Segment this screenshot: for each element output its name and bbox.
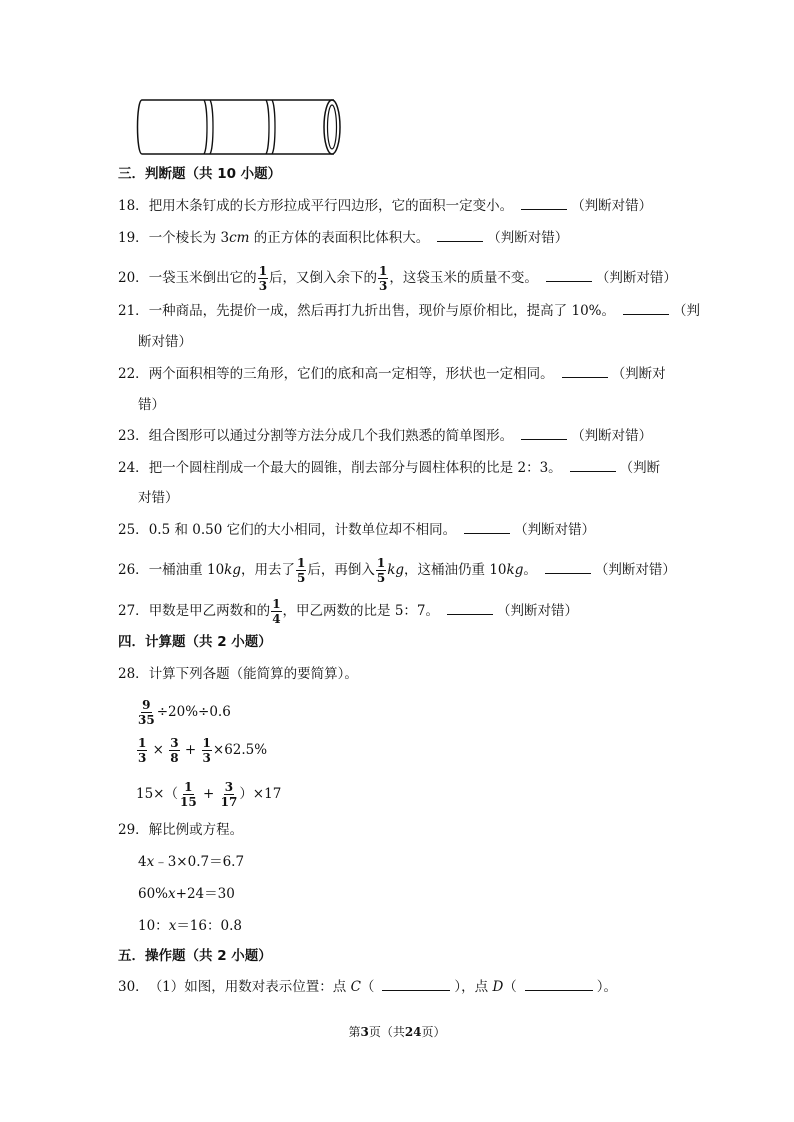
q22-tail: （判断对 [611, 366, 666, 382]
q28-expression-3 [136, 776, 684, 812]
q30-paren-open-d: （ [503, 979, 517, 995]
question-30 [118, 977, 684, 997]
q20-text-b: 后，又倒入余下的 [269, 270, 378, 286]
current-page: 3 [360, 1025, 369, 1039]
q28-e2-rest: ×62.5% [212, 742, 268, 758]
q29-number: 29． [118, 822, 149, 838]
question-18 [118, 196, 684, 216]
q26-tail: （判断对错） [594, 562, 676, 578]
q30-text-e: ）。 [596, 979, 618, 995]
section-5-title: 五．操作题（共 2 小题） [118, 948, 272, 964]
q27-number: 27． [118, 603, 149, 619]
q22-number: 22． [118, 366, 149, 382]
q30-text-a: （1）如图，用数对表示位置：点 [148, 979, 351, 995]
q19-unit: cm [229, 230, 250, 246]
q28-expression-2 [136, 732, 684, 768]
q26-text-d: ，这桶油仍重 10 [404, 562, 507, 578]
q28-e3-fraction-1: $\frac{1}{15}$ [180, 780, 197, 809]
q20-blank[interactable] [546, 269, 592, 282]
q28-text: 计算下列各题（能简算的要简算）。 [148, 666, 358, 682]
q29-text: 解比例或方程。 [148, 822, 244, 838]
q21-number: 21． [118, 303, 149, 319]
q26-fraction-2: $\frac{1}{5}$ [376, 556, 386, 585]
q23-number: 23． [118, 428, 149, 444]
q19-text-2: 的正方体的表面积比体积大。 [249, 230, 430, 246]
q28-expression-1 [136, 694, 684, 730]
q30-paren-open-c: （ [360, 979, 375, 995]
q26-text-a: 一桶油重 10 [148, 562, 225, 578]
q19-text: 一个棱长为 3 [148, 230, 230, 246]
question-19 [118, 228, 684, 248]
q18-number: 18． [118, 198, 149, 214]
q24-text: 把一个圆柱削成一个最大的圆锥，削去部分与圆柱体积的比是 2：3。 [148, 460, 562, 476]
q26-text-b: ，用去了 [241, 562, 295, 578]
q25-text: 0.5 和 0.50 它们的大小相同，计数单位却不相同。 [148, 522, 457, 538]
cylinder-figure [134, 96, 346, 158]
q23-tail: （判断对错） [571, 428, 653, 444]
q28-e3-fraction-2: $\frac{3}{17}$ [220, 780, 238, 809]
q19-blank[interactable] [437, 229, 483, 242]
q21-blank[interactable] [623, 302, 669, 315]
q28-e3-pre: 15×（ [136, 786, 178, 802]
q24-tail: （判断 [619, 460, 661, 476]
q27-blank[interactable] [447, 602, 493, 615]
q19-number: 19． [118, 230, 149, 246]
q27-tail: （判断对错） [497, 603, 579, 619]
q21-tail: （判 [672, 303, 700, 319]
q18-blank[interactable] [521, 197, 567, 210]
question-27 [118, 597, 684, 626]
q18-text: 把用木条钉成的长方形拉成平行四边形，它的面积一定变小。 [148, 198, 514, 214]
q30-point-c: C [350, 979, 361, 995]
section-4-title: 四．计算题（共 2 小题） [118, 634, 272, 650]
q27-text-b: ，甲乙两数的比是 5：7。 [282, 603, 440, 619]
q26-blank[interactable] [545, 561, 591, 574]
question-26 [118, 556, 684, 585]
q29-equation-2: 60%x+24＝30 [138, 886, 235, 902]
q21-text: 一种商品，先提价一成，然后再打九折出售，现价与原价相比，提高了 10%。 [148, 303, 615, 319]
question-25 [118, 520, 684, 540]
q22-blank[interactable] [562, 365, 608, 378]
q20-text-c: ，这袋玉米的质量不变。 [389, 270, 538, 286]
question-21-cont: 断对错） [138, 334, 192, 350]
question-24-cont: 对错） [138, 490, 179, 506]
q22-text: 两个面积相等的三角形，它们的底和高一定相等，形状也一定相同。 [148, 366, 554, 382]
q28-e1-fraction: $\frac{9}{35}$ [138, 698, 155, 727]
q28-e2-op1: × [152, 742, 164, 758]
q27-fraction: $\frac{1}{4}$ [272, 597, 281, 626]
page-footer: 第3页（共24页） [348, 1025, 446, 1039]
q20-number: 20． [118, 270, 149, 286]
q19-tail: （判断对错） [487, 230, 569, 246]
q30-blank-d[interactable] [525, 978, 593, 991]
q26-unit-1: kg [224, 562, 241, 578]
total-pages: 24 [404, 1025, 422, 1039]
q23-blank[interactable] [521, 427, 567, 440]
q28-e2-fraction-1: $\frac{1}{3}$ [138, 736, 147, 765]
q30-text-c: ），点 [454, 979, 493, 995]
q24-number: 24． [118, 460, 149, 476]
q28-e2-fraction-3: $\frac{1}{3}$ [202, 736, 211, 765]
question-28 [118, 664, 684, 684]
q27-text-a: 甲数是甲乙两数和的 [148, 603, 271, 619]
q23-text: 组合图形可以通过分割等方法分成几个我们熟悉的简单图形。 [148, 428, 514, 444]
q28-e2-op2: + [184, 742, 197, 758]
q20-tail: （判断对错） [595, 270, 677, 286]
section-3-title: 三．判断题（共 10 小题） [118, 166, 282, 182]
q25-blank[interactable] [464, 521, 510, 534]
q28-e1-rest: ÷20%÷0.6 [156, 704, 231, 720]
question-20 [118, 264, 684, 293]
question-22-cont: 错） [138, 397, 165, 413]
q29-equation-1: 4x﹣3×0.7＝6.7 [138, 854, 245, 870]
q28-number: 28． [118, 666, 149, 682]
q25-number: 25． [118, 522, 149, 538]
q24-blank[interactable] [570, 459, 616, 472]
q28-e2-fraction-2: $\frac{3}{8}$ [170, 736, 179, 765]
q26-text-e: 。 [523, 562, 537, 578]
q29-equation-3: 10：x＝16：0.8 [138, 918, 242, 934]
q30-number: 30． [118, 979, 149, 995]
q26-unit-3: kg [506, 562, 524, 578]
q26-unit-2: kg [387, 562, 405, 578]
q20-fraction-2: $\frac{1}{3}$ [379, 264, 388, 293]
question-24 [118, 458, 684, 478]
q18-tail: （判断对错） [571, 198, 653, 214]
q30-blank-c[interactable] [382, 978, 450, 991]
q26-fraction-1: $\frac{1}{5}$ [297, 556, 306, 585]
q28-e3-post: ）×17 [239, 786, 282, 802]
question-22 [118, 364, 684, 384]
q28-e3-op: + [203, 786, 215, 802]
q20-text-a: 一袋玉米倒出它的 [148, 270, 257, 286]
question-23 [118, 426, 684, 446]
question-21 [118, 301, 700, 321]
question-29 [118, 820, 684, 840]
q26-text-c: 后，再倒入 [307, 562, 375, 578]
q25-tail: （判断对错） [514, 522, 596, 538]
q20-fraction-1: $\frac{1}{3}$ [258, 264, 268, 293]
q30-point-d: D [492, 979, 504, 995]
q26-number: 26． [118, 562, 149, 578]
